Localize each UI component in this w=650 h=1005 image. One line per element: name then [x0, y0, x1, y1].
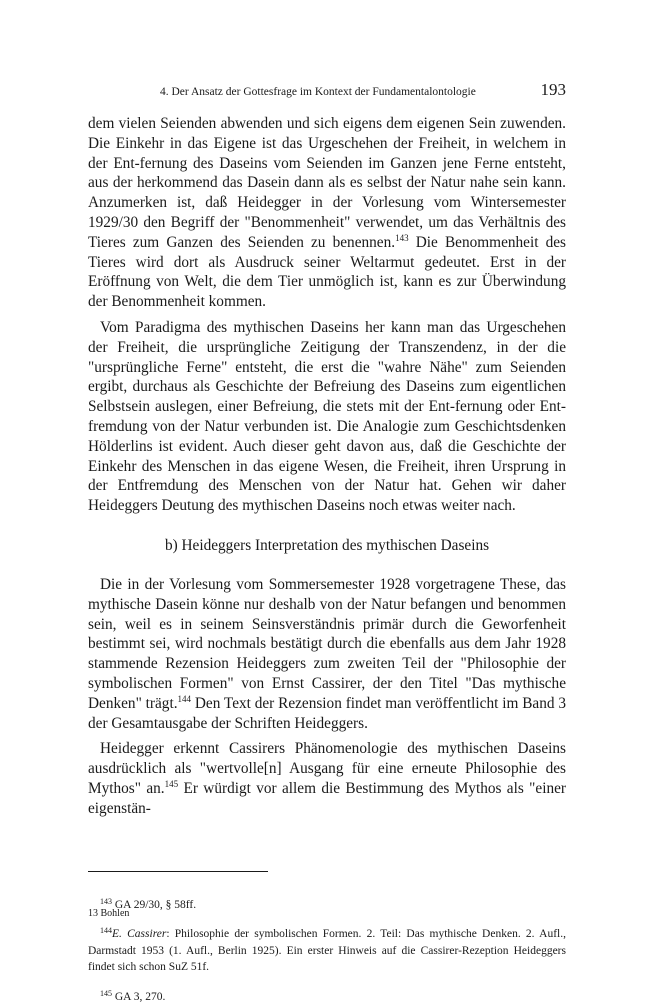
paragraph-3-text-b: Den Text der Rezension findet man veröffentlicht im Band 3 der Gesamtausgabe der Schriften Heideggers.: [88, 695, 566, 732]
page-number: 193: [541, 80, 567, 100]
paragraph-4: [88, 739, 566, 818]
paragraph-1: [88, 114, 566, 312]
footnote-ref-144[interactable]: 144: [178, 694, 192, 704]
paragraph-3: [88, 575, 566, 733]
footnote-mark: 144: [100, 926, 112, 935]
footnote-143: [88, 894, 566, 914]
footnote-text: GA 29/30, § 58ff.: [112, 899, 196, 911]
paragraph-2: Vom Paradigma des mythischen Daseins her kann man das Urgeschehen der Freiheit, die ursprüngliche Zeitigung der Transzendenz, in der die "ursprüngliche Ferne" entsteht, die erst die "wahre Nähe" zum Seienden ergibt, durchaus als Geschichte der Befreiung des Daseins zum eigentlichen Selbstsein auslegen, einer Befreiung, die stets mit der Ent-fernung oder Ent-fremdung von der Natur verbunden ist. Die Analogie zum Geschichtsdenken Hölderlins ist evident. Auch dieser geht davon aus, daß die Geschichte der Einkehr des Menschen in das eigene Wesen, die Freiheit, ihren Ursprung in der Entfremdung des Menschen von der Natur hat. Gehen wir daher Heideggers Deutung des mythischen Daseins noch etwas weiter nach.: [88, 318, 566, 516]
paragraph-4-text-a: Heidegger erkennt Cassirers Phänomenologie des mythischen Daseins ausdrücklich als "wertvolle[n] Ausgang für eine erneute Philosophie des Mythos" an.: [88, 740, 566, 797]
page-header: [88, 80, 566, 100]
footnote-ref-145[interactable]: 145: [165, 779, 179, 789]
footnote-text: GA 3, 270.: [112, 991, 165, 1003]
footnote-author: E. Cassirer: [112, 928, 166, 940]
signature-mark: 13 Bohlen: [88, 908, 129, 919]
footnote-text: : Philosophie der symbolischen Formen. 2. Teil: Das mythische Denken. 2. Aufl., Darmstadt 1953 (1. Aufl., Berlin 1925). Ein erster Hinweis auf die Cassirer-Rezeption Heideggers findet sich schon SuZ 51f.: [88, 928, 566, 973]
paragraph-3-text-a: Die in der Vorlesung vom Sommersemester 1928 vorgetragene These, das mythische Dasein könne nur deshalb von der Natur befangen und benommen sein, weil es in seinem Seinsverständnis primär durch die Geworfenheit bestimmt sei, wird nochmals bestätigt durch die ebenfalls aus dem Jahr 1928 stammende Rezension Heideggers zum zweiten Teil der "Philosophie der symbolischen Formen" von Ernst Cassirer, der den Titel "Das mythische Denken" trägt.: [88, 576, 566, 712]
footnote-145: [88, 986, 566, 1005]
footnote-mark: 143: [100, 897, 112, 906]
paragraph-1-text-b: Die Benommenheit des Tieres wird dort als Ausdruck seiner Weltarmut gedeutet. Erst in der Eröffnung von Welt, die dem Tier unmöglich ist, kann es zur Überwindung der Benommenheit kommen.: [88, 234, 566, 310]
footnote-mark: 145: [100, 989, 112, 998]
section-heading: b) Heideggers Interpretation des mythischen Daseins: [88, 536, 566, 556]
page: [88, 80, 566, 1005]
paragraph-4-text-b: Er würdigt vor allem die Bestimmung des Mythos als "einer eigenstän-: [88, 780, 566, 817]
footnote-ref-143[interactable]: 143: [395, 233, 409, 243]
footnote-144: [88, 923, 566, 976]
running-head: 4. Der Ansatz der Gottesfrage im Kontext der Fundamentalontologie: [160, 86, 476, 98]
paragraph-1-text-a: dem vielen Seienden abwenden und sich eigens dem eigenen Sein zuwenden. Die Einkehr in das Eigene ist das Urgeschehen der Freiheit, in welchem in der Ent-fernung des Daseins vom Seienden im Ganzen jene Ferne entsteht, aus der herkommend das Dasein dann als es selbst der Natur nahe sein kann. Anzumerken ist, daß Heidegger in der Vorlesung vom Wintersemester 1929/30 den Begriff der "Benommenheit" verwendet, um das Verhältnis des Tieres zum Ganzen des Seienden zu benennen.: [88, 115, 566, 251]
footnote-rule: [88, 871, 268, 872]
